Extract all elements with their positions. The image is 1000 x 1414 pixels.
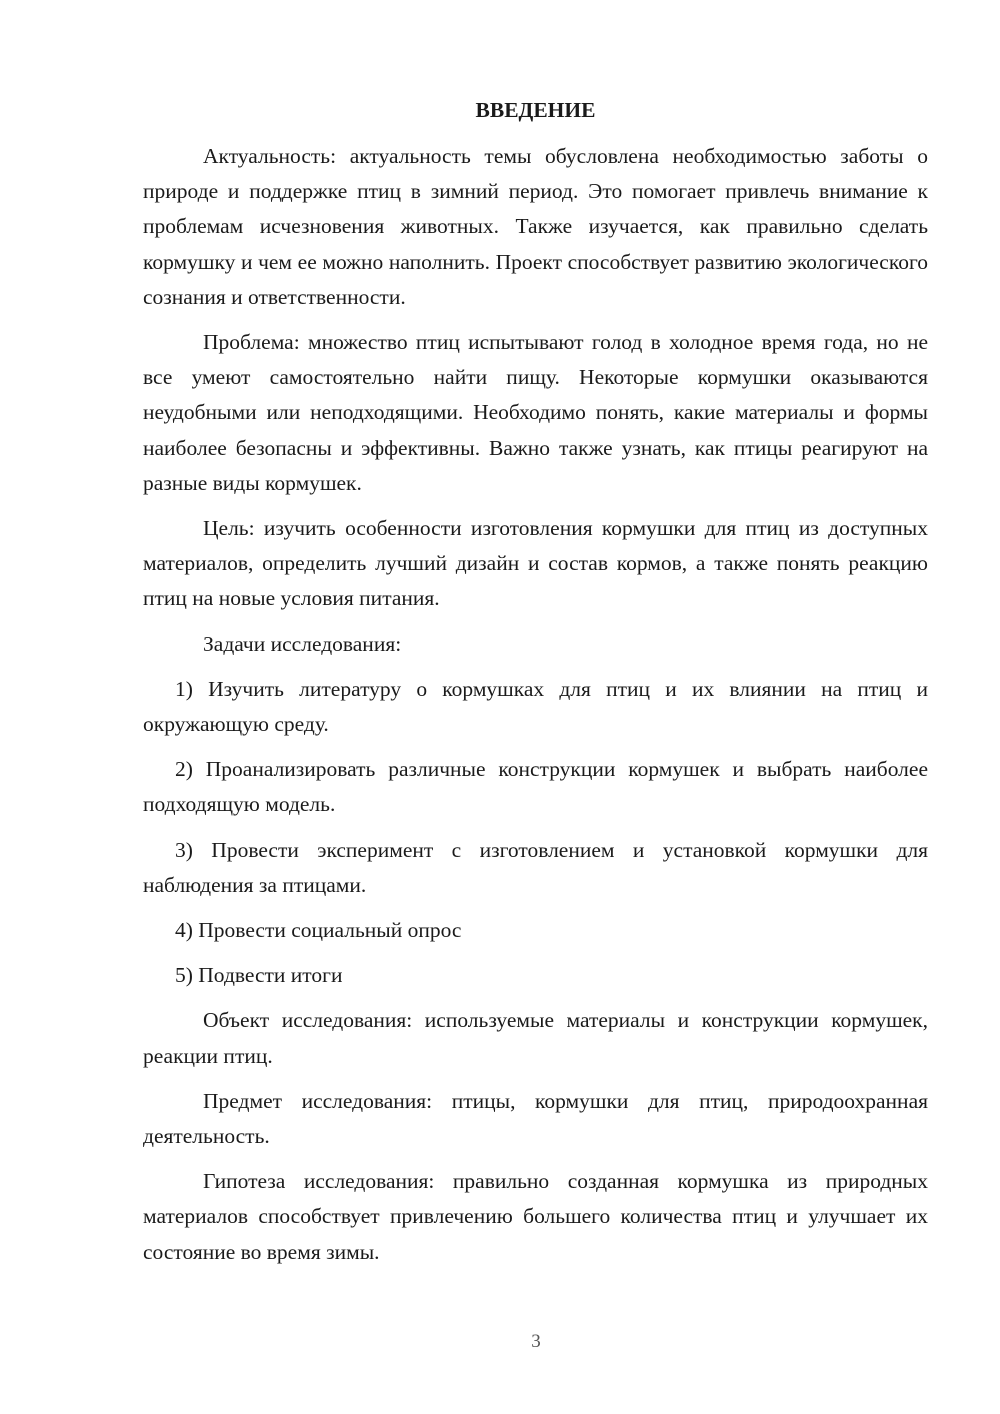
section-title: ВВЕДЕНИЕ [475,98,596,122]
paragraph-goal: Цель: изучить особенности изготовления кормушки для птиц из доступных материалов, определить лучший дизайн и состав кормов, а также понять реакцию птиц на новые условия питания. [143,516,928,611]
paragraph-hypothesis: Гипотеза исследования: правильно созданная кормушка из природных материалов способствует привлечению большего количества птиц и улучшает их состояние во время зимы. [143,1169,928,1264]
task-item-2: 2) Проанализировать различные конструкции кормушек и выбрать наиболее подходящую модель. [143,757,928,817]
task-item-3: 3) Провести эксперимент с изготовлением и установкой кормушки для наблюдения за птицами. [143,837,928,897]
paragraph-problem: Проблема: множество птиц испытывают голод в холодное время года, но не все умеют самостоятельно найти пищу. Некоторые кормушки оказываются неудобными или неподходящими. Необходимо понять, какие материалы и формы наиболее безопасны и эффективны. Важно также узнать, как птицы реагируют на разные виды кормушек. [143,330,928,495]
page-number: 3 [531,1331,541,1352]
document-page [143,93,928,1280]
task-item-1: 1) Изучить литературу о кормушках для птиц и их влиянии на птиц и окружающую среду. [143,676,928,737]
task-item-4: 4) Провести социальный опрос [175,918,462,943]
paragraph-relevance: Актуальность: актуальность темы обусловлена необходимостью заботы о природе и поддержке птиц в зимний период. Это помогает привлечь внимание к проблемам исчезновения животных. Также изучается, как правильно сделать кормушку и чем ее можно наполнить. Проект способствует развитию экологического сознания и ответственности. [143,144,928,309]
paragraph-subject: Предмет исследования: птицы, кормушки для птиц, природоохранная деятельность. [143,1088,928,1149]
paragraph-object: Объект исследования: используемые материалы и конструкции кормушек, реакции птиц. [143,1008,928,1068]
task-item-5: 5) Подвести итоги [175,963,343,988]
paragraph-tasks-heading: Задачи исследования: [203,631,402,656]
